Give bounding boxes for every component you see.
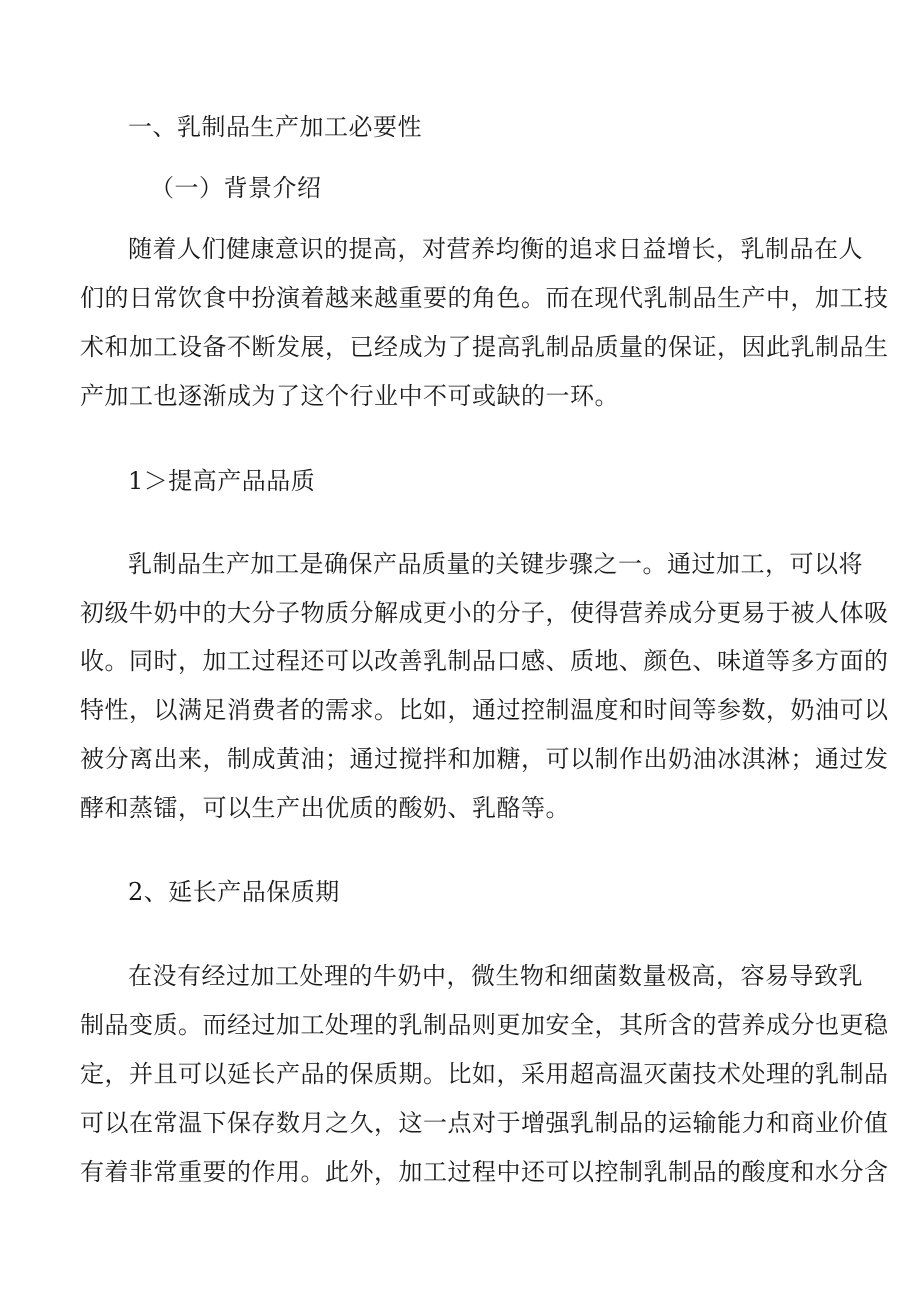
paragraph-line: 酵和蒸镭，可以生产出优质的酸奶、乳酪等。 bbox=[80, 794, 570, 822]
paragraph-line: 收。同时，加工过程还可以改善乳制品口感、质地、颜色、味道等多方面的 bbox=[80, 647, 889, 675]
point-heading: 1＞提高产品品质 bbox=[128, 467, 316, 495]
point-heading: 2、延长产品保质期 bbox=[128, 878, 340, 906]
paragraph-line: 术和加工设备不断发展，已经成为了提高乳制品质量的保证，因此乳制品生 bbox=[80, 333, 889, 361]
paragraph-line: 定，并且可以延长产品的保质期。比如，采用超高温灭菌技术处理的乳制品 bbox=[80, 1060, 889, 1088]
paragraph-line: 被分离出来，制成黄油；通过搅拌和加糖，可以制作出奶油冰淇淋；通过发 bbox=[80, 745, 889, 773]
paragraph-line: 可以在常温下保存数月之久，这一点对于增强乳制品的运输能力和商业价值 bbox=[80, 1109, 889, 1137]
paragraph-line: 在没有经过加工处理的牛奶中，微生物和细菌数量极高，容易导致乳 bbox=[128, 962, 863, 990]
subsection-heading: （一）背景介绍 bbox=[150, 174, 322, 202]
paragraph-line: 有着非常重要的作用。此外，加工过程中还可以控制乳制品的酸度和水分含 bbox=[80, 1158, 889, 1186]
paragraph-line: 制品变质。而经过加工处理的乳制品则更加安全，其所含的营养成分也更稳 bbox=[80, 1011, 889, 1039]
paragraph-line: 乳制品生产加工是确保产品质量的关键步骤之一。通过加工，可以将 bbox=[128, 550, 863, 578]
paragraph-line: 们的日常饮食中扮演着越来越重要的角色。而在现代乳制品生产中，加工技 bbox=[80, 284, 889, 312]
paragraph-line: 产加工也逐渐成为了这个行业中不可或缺的一环。 bbox=[80, 382, 619, 410]
paragraph-line: 随着人们健康意识的提高，对营养均衡的追求日益增长，乳制品在人 bbox=[128, 235, 863, 263]
section-heading: 一、乳制品生产加工必要性 bbox=[128, 113, 422, 141]
paragraph-line: 特性，以满足消费者的需求。比如，通过控制温度和时间等参数，奶油可以 bbox=[80, 696, 889, 724]
paragraph-line: 初级牛奶中的大分子物质分解成更小的分子，使得营养成分更易于被人体吸 bbox=[80, 599, 889, 627]
